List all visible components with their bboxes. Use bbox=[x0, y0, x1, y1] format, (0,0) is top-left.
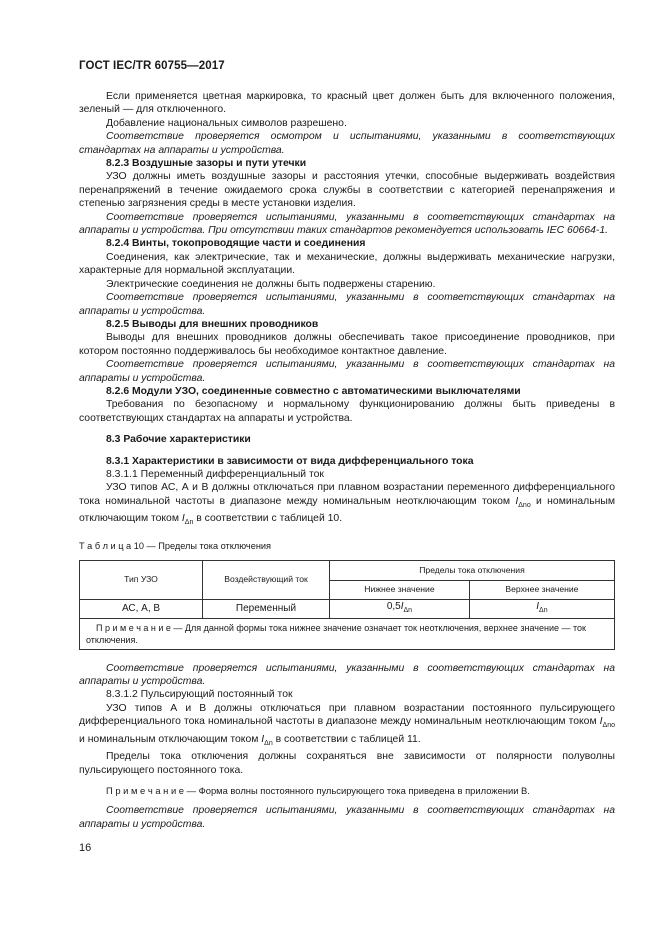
section-heading-8-3: 8.3 Рабочие характеристики bbox=[106, 434, 251, 446]
compliance-paragraph: Соответствие проверяется испытаниями, указанными в соответствующих стандартах на аппараты и устройства. При отсутствии таких стандартов рекомендуется использовать IEC 60664-1. bbox=[79, 211, 615, 237]
header-current: Воздействующий ток bbox=[203, 561, 330, 600]
paragraph: Электрические соединения не должны быть подвержены старению. bbox=[106, 278, 436, 290]
section-heading-8-2-5: 8.2.5 Выводы для внешних проводников bbox=[106, 318, 319, 330]
paragraph: Пределы тока отключения должны сохраняться вне зависимости от полярности полуволны пульсирующего постоянного тока. bbox=[79, 751, 615, 776]
header-type: Тип УЗО bbox=[80, 561, 203, 600]
header-lower: Нижнее значение bbox=[330, 581, 470, 600]
compliance-paragraph: Соответствие проверяется испытаниями, указанными в соответствующих стандартах на аппараты и устройства. bbox=[79, 805, 615, 830]
section-heading-8-2-4: 8.2.4 Винты, токопроводящие части и соединения bbox=[106, 238, 366, 250]
compliance-paragraph: Соответствие проверяется испытаниями, указанными в соответствующих стандартах на аппараты и устройства. bbox=[79, 359, 615, 384]
table-note: П р и м е ч а н и е — Для данной формы тока нижнее значение означает ток неотключения, верхнее значение — ток отключения. bbox=[80, 618, 615, 649]
document-header: ГОСТ IEC/TR 60755—2017 bbox=[79, 60, 225, 72]
compliance-paragraph: Соответствие проверяется испытаниями, указанными в соответствующих стандартах на аппараты и устройства. bbox=[79, 662, 615, 687]
section-heading-8-2-6: 8.2.6 Модули УЗО, соединенные совместно с автоматическими выключателями bbox=[106, 385, 521, 397]
table-10 bbox=[79, 560, 615, 649]
paragraph-pulsating-dc: УЗО типов А и В должны отключаться при плавном возрастании постоянного пульсирующего дифференциального тока номинальной частоты в диапазоне между номинальным неотключающим током $I_{\Delta no}$ и номинальным отключающим током $I_{\Delta n}$ в соответствии с таблицей 11. bbox=[79, 702, 615, 747]
cell-lower: $0,5I_{\Delta n}$ bbox=[330, 600, 470, 618]
paragraph: Соединения, как электрические, так и механические, должны выдерживать механические нагрузки, характерные для нормальной эксплуатации. bbox=[79, 251, 615, 277]
note: П р и м е ч а н и е — Форма волны постоянного пульсирующего тока приведена в приложении В. bbox=[106, 784, 530, 796]
table-caption: Т а б л и ц а 10 — Пределы тока отключения bbox=[79, 540, 271, 551]
section-heading-8-3-1-1: 8.3.1.1 Переменный дифференциальный ток bbox=[106, 468, 324, 480]
paragraph: Добавление национальных символов разрешено. bbox=[106, 117, 347, 129]
paragraph: Требования по безопасному и нормальному функционированию должны быть приведены в соответствующих стандартах на аппараты и устройства. bbox=[79, 399, 615, 424]
section-heading-8-3-1-2: 8.3.1.2 Пульсирующий постоянный ток bbox=[106, 689, 293, 701]
page-content bbox=[79, 90, 615, 831]
paragraph: УЗО должны иметь воздушные зазоры и расстояния утечки, способные выдерживать воздействия перенапряжений в течение ожидаемого срока службы в соответствии с категорией перенапряжения и степенью загрязнения среды в месте установки изделия. bbox=[79, 171, 615, 210]
header-limits: Пределы тока отключения bbox=[330, 561, 615, 581]
page-number: 16 bbox=[79, 842, 92, 854]
cell-current: Переменный bbox=[203, 600, 330, 618]
cell-type: АС, А, В bbox=[80, 600, 203, 618]
compliance-paragraph: Соответствие проверяется испытаниями, указанными в соответствующих стандартах на аппараты и устройства. bbox=[79, 292, 615, 317]
paragraph: Если применяется цветная маркировка, то красный цвет должен быть для включенного положения, зеленый — для отключенного. bbox=[79, 91, 615, 116]
compliance-paragraph: Соответствие проверяется осмотром и испытаниями, указанными в соответствующих стандартах на аппараты и устройства. bbox=[79, 131, 615, 156]
paragraph: Выводы для внешних проводников должны обеспечивать такое присоединение проводников, при котором постоянно поддерживалось бы необходимое контактное давление. bbox=[79, 332, 615, 357]
header-upper: Верхнее значение bbox=[469, 581, 614, 600]
section-heading-8-2-3: 8.2.3 Воздушные зазоры и пути утечки bbox=[106, 158, 307, 170]
cell-upper: $I_{\Delta n}$ bbox=[469, 600, 614, 618]
section-heading-8-3-1: 8.3.1 Характеристики в зависимости от вида дифференциального тока bbox=[106, 455, 474, 467]
paragraph-ac-residual: УЗО типов АС, А и В должны отключаться при плавном возрастании переменного дифференциального тока номинальной частоты в диапазоне между номинальным неотключающим током $I_{\Delta no}$ и номинальным отключающим током $I_{\Delta n}$ в соответствии с таблицей 10. bbox=[79, 482, 615, 527]
